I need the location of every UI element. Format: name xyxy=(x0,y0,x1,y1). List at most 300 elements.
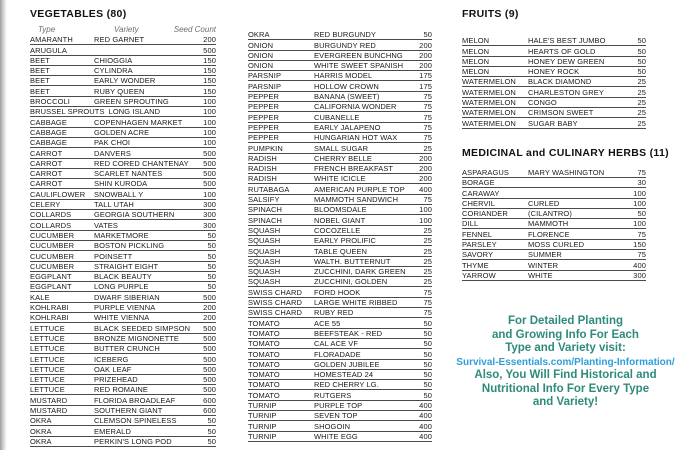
row-seed-count: 200 xyxy=(419,153,432,163)
promo-line: Nutritional Info For Every Type xyxy=(481,382,650,395)
row-type: TOMATO xyxy=(248,349,280,359)
row-seed-count: 400 xyxy=(633,260,646,270)
row-type: OKRA xyxy=(30,426,52,436)
row-variety: ZUCCHINI, GOLDEN xyxy=(314,277,388,287)
row-variety: SMALL SUGAR xyxy=(314,143,369,153)
row-type: SWISS CHARD xyxy=(248,298,303,308)
table-row xyxy=(248,154,432,164)
row-seed-count: 200 xyxy=(203,303,216,313)
row-type: SQUASH xyxy=(248,236,281,246)
row-variety: BEEFSTEAK - RED xyxy=(314,328,383,338)
row-type: SAVORY xyxy=(462,250,494,260)
table-row xyxy=(248,246,432,256)
row-type: ARUGULA xyxy=(30,45,67,55)
table-row xyxy=(248,318,432,328)
row-type: CELERY xyxy=(30,200,61,210)
row-variety: BURGUNDY RED xyxy=(314,40,376,50)
row-variety: RED ROMAINE xyxy=(94,385,149,395)
row-type: ONION xyxy=(248,50,274,60)
row-type: PEPPER xyxy=(248,133,280,143)
row-variety: RUBY RED xyxy=(314,308,354,318)
row-variety: SHIN KURODA xyxy=(94,179,148,189)
promo-note xyxy=(452,315,679,410)
row-seed-count: 500 xyxy=(203,375,216,385)
row-seed-count: 75 xyxy=(423,195,432,205)
row-variety: SUGAR BABY xyxy=(528,118,578,128)
table-row xyxy=(30,138,216,148)
row-type: LETTUCE xyxy=(30,344,65,354)
table-row xyxy=(462,108,646,118)
row-seed-count: 50 xyxy=(423,339,432,349)
header-type: Type xyxy=(38,25,56,34)
row-seed-count: 200 xyxy=(419,61,432,71)
table-row xyxy=(30,241,216,251)
row-type: TURNIP xyxy=(248,421,277,431)
promo-lines-top xyxy=(452,315,679,356)
table-row xyxy=(30,344,216,354)
row-variety: ACE 55 xyxy=(314,318,341,328)
row-variety: CURLED xyxy=(528,198,560,208)
row-type: MELON xyxy=(462,36,490,46)
table-row xyxy=(30,251,216,261)
table-row xyxy=(462,118,646,128)
row-seed-count: 150 xyxy=(203,55,216,65)
table-row xyxy=(462,46,646,56)
row-seed-count: 500 xyxy=(203,179,216,189)
row-type: CABBAGE xyxy=(30,117,67,127)
table-row xyxy=(30,365,216,375)
row-variety: TALL UTAH xyxy=(94,200,134,210)
row-seed-count: 100 xyxy=(203,189,216,199)
row-seed-count: 50 xyxy=(207,416,216,426)
table-row xyxy=(30,97,216,107)
row-type: CHERVIL xyxy=(462,198,496,208)
row-seed-count: 50 xyxy=(207,230,216,240)
table-row xyxy=(248,308,432,318)
row-seed-count: 500 xyxy=(203,292,216,302)
row-type: CAULIFLOWER xyxy=(30,189,86,199)
table-row xyxy=(30,272,216,282)
promo-line: Type and Variety visit: xyxy=(505,342,626,354)
row-seed-count: 25 xyxy=(637,108,646,118)
row-seed-count: 50 xyxy=(423,30,432,40)
row-type: EGGPLANT xyxy=(30,282,72,292)
table-row xyxy=(248,267,432,277)
row-seed-count: 300 xyxy=(633,270,646,280)
table-row xyxy=(30,45,216,55)
row-type: CUCUMBER xyxy=(30,230,75,240)
row-variety: HALE'S BEST JUMBO xyxy=(528,36,606,46)
row-variety: LARGE WHITE RIBBED xyxy=(314,298,398,308)
row-variety: COPENHAGEN MARKET xyxy=(94,117,183,127)
row-seed-count: 600 xyxy=(203,405,216,415)
row-variety: BOSTON PICKLING xyxy=(94,241,165,251)
row-type: PEPPER xyxy=(248,102,280,112)
row-seed-count: 300 xyxy=(203,200,216,210)
table-row xyxy=(248,370,432,380)
row-type: SPINACH xyxy=(248,215,283,225)
row-seed-count: 25 xyxy=(423,256,432,266)
table-column-headers xyxy=(30,25,216,35)
row-seed-count: 150 xyxy=(203,76,216,86)
row-seed-count: 100 xyxy=(203,127,216,137)
herbs-table xyxy=(462,168,646,281)
row-type: PEPPER xyxy=(248,122,280,132)
table-row xyxy=(30,107,216,117)
row-type: RADISH xyxy=(248,174,277,184)
row-type: YARROW xyxy=(462,270,496,280)
row-variety: MOSS CURLED xyxy=(528,240,585,250)
row-variety: FORD HOOK xyxy=(314,287,361,297)
row-variety: BLACK SEEDED SIMPSON xyxy=(94,323,191,333)
table-row xyxy=(30,210,216,220)
row-variety: CUBANELLE xyxy=(314,112,360,122)
row-seed-count: 75 xyxy=(423,112,432,122)
row-seed-count: 50 xyxy=(423,380,432,390)
row-type: MELON xyxy=(462,67,490,77)
row-type: TOMATO xyxy=(248,318,280,328)
row-variety: ZUCCHINI, DARK GREEN xyxy=(314,267,406,277)
row-seed-count: 25 xyxy=(423,236,432,246)
promo-line: For Detailed Planting xyxy=(507,315,623,327)
table-row xyxy=(462,250,646,260)
row-type: WATERMELON xyxy=(462,87,516,97)
row-variety: ICEBERG xyxy=(94,354,129,364)
table-row xyxy=(462,199,646,209)
row-type: TURNIP xyxy=(248,431,277,441)
table-row xyxy=(248,360,432,370)
row-type: CARAWAY xyxy=(462,188,500,198)
row-type: MUSTARD xyxy=(30,395,68,405)
row-variety: SUMMER xyxy=(528,250,562,260)
row-seed-count: 50 xyxy=(637,46,646,56)
table-row xyxy=(462,271,646,281)
row-variety: WHITE EGG xyxy=(314,431,358,441)
table-row xyxy=(248,380,432,390)
table-row xyxy=(30,159,216,169)
row-type: PARSNIP xyxy=(248,71,282,81)
row-variety: EMERALD xyxy=(94,426,131,436)
row-seed-count: 30 xyxy=(637,178,646,188)
row-seed-count: 25 xyxy=(423,267,432,277)
row-variety: VATES xyxy=(94,220,118,230)
row-seed-count: 50 xyxy=(423,349,432,359)
row-variety: FRENCH BREAKFAST xyxy=(314,164,394,174)
row-type: LETTUCE xyxy=(30,333,65,343)
row-variety: PRIZEHEAD xyxy=(94,375,138,385)
row-type: TURNIP xyxy=(248,400,277,410)
table-row xyxy=(248,390,432,400)
row-variety: WHITE SWEET SPANISH xyxy=(314,61,404,71)
row-seed-count: 25 xyxy=(423,246,432,256)
row-variety: RUBY QUEEN xyxy=(94,86,145,96)
row-seed-count: 500 xyxy=(203,158,216,168)
row-type: BROCCOLI xyxy=(30,97,70,107)
row-seed-count: 100 xyxy=(633,219,646,229)
row-seed-count: 200 xyxy=(419,174,432,184)
vegetables-column-2 xyxy=(248,30,432,442)
row-seed-count: 75 xyxy=(423,92,432,102)
row-variety: WHITE VIENNA xyxy=(94,313,150,323)
row-type: TOMATO xyxy=(248,339,280,349)
table-row xyxy=(248,339,432,349)
row-type: KOHLRABI xyxy=(30,313,69,323)
row-type: SQUASH xyxy=(248,256,281,266)
table-row xyxy=(462,260,646,270)
table-row xyxy=(30,189,216,199)
table-row xyxy=(462,77,646,87)
row-seed-count: 50 xyxy=(637,56,646,66)
row-variety: HONEY ROCK xyxy=(528,67,580,77)
table-row xyxy=(462,98,646,108)
row-variety: BANANA (SWEET) xyxy=(314,92,380,102)
row-type: CABBAGE xyxy=(30,138,67,148)
row-variety: NOBEL GIANT xyxy=(314,215,366,225)
row-variety: EARLY WONDER xyxy=(94,76,156,86)
page-edge-strip xyxy=(0,0,7,450)
table-row xyxy=(248,421,432,431)
row-variety: MAMMOTH SANDWICH xyxy=(314,195,399,205)
row-variety: OAK LEAF xyxy=(94,364,132,374)
row-variety: GOLDEN JUBILEE xyxy=(314,359,380,369)
table-row xyxy=(30,375,216,385)
row-seed-count: 75 xyxy=(637,167,646,177)
row-seed-count: 175 xyxy=(419,81,432,91)
table-row xyxy=(248,174,432,184)
table-row xyxy=(30,117,216,127)
row-type: SWISS CHARD xyxy=(248,308,303,318)
row-variety: RED BURGUNDY xyxy=(314,30,377,40)
row-seed-count: 200 xyxy=(419,164,432,174)
row-type: ONION xyxy=(248,40,274,50)
row-seed-count: 400 xyxy=(419,184,432,194)
row-type: AMARANTH xyxy=(30,35,73,45)
row-type: CUCUMBER xyxy=(30,251,75,261)
row-seed-count: 500 xyxy=(203,333,216,343)
table-row xyxy=(248,257,432,267)
row-seed-count: 175 xyxy=(419,71,432,81)
row-variety: RED GARNET xyxy=(94,35,145,45)
table-row xyxy=(30,292,216,302)
table-row xyxy=(30,385,216,395)
row-variety: WINTER xyxy=(528,260,559,270)
row-seed-count: 500 xyxy=(203,148,216,158)
table-row xyxy=(248,349,432,359)
table-row xyxy=(30,76,216,86)
row-seed-count: 400 xyxy=(419,400,432,410)
row-type: WATERMELON xyxy=(462,98,516,108)
row-seed-count: 100 xyxy=(633,188,646,198)
row-variety: FLORIDA BROADLEAF xyxy=(94,395,176,405)
table-row xyxy=(462,178,646,188)
vegetables-title: VEGETABLES (80) xyxy=(30,8,127,20)
row-type: LETTUCE xyxy=(30,364,65,374)
row-variety: CONGO xyxy=(528,98,557,108)
row-type: COLLARDS xyxy=(30,210,72,220)
row-type: SQUASH xyxy=(248,246,281,256)
row-variety: BUTTER CRUNCH xyxy=(94,344,160,354)
row-variety: DANVERS xyxy=(94,148,131,158)
table-row xyxy=(30,56,216,66)
promo-line: Also, You Will Find Historical and xyxy=(474,369,657,381)
row-type: PEPPER xyxy=(248,112,280,122)
row-seed-count: 75 xyxy=(637,250,646,260)
row-type: DILL xyxy=(462,219,479,229)
row-type: CARROT xyxy=(30,179,63,189)
row-variety: GREEN SPROUTING xyxy=(94,97,169,107)
promo-link[interactable]: Survival-Essentials.com/Planting-Information/ xyxy=(456,356,675,368)
row-seed-count: 500 xyxy=(203,169,216,179)
row-type: TURNIP xyxy=(248,411,277,421)
row-type: ONION xyxy=(248,61,274,71)
row-seed-count: 300 xyxy=(203,220,216,230)
row-seed-count: 150 xyxy=(203,86,216,96)
row-variety: EARLY JALAPENO xyxy=(314,122,381,132)
row-variety: TABLE QUEEN xyxy=(314,246,368,256)
row-seed-count: 50 xyxy=(207,251,216,261)
row-seed-count: 75 xyxy=(423,122,432,132)
row-variety: WHITE ICICLE xyxy=(314,174,366,184)
table-row xyxy=(30,354,216,364)
fruits-table xyxy=(462,36,646,129)
table-row xyxy=(248,71,432,81)
row-variety: STRAIGHT EIGHT xyxy=(94,261,159,271)
row-type: SQUASH xyxy=(248,267,281,277)
row-variety: GEORGIA SOUTHERN xyxy=(94,210,175,220)
row-variety: (CILANTRO) xyxy=(528,209,572,219)
row-seed-count: 50 xyxy=(207,272,216,282)
table-row xyxy=(30,426,216,436)
row-type: LETTUCE xyxy=(30,385,65,395)
fruits-herbs-column xyxy=(462,8,669,281)
row-seed-count: 100 xyxy=(203,107,216,117)
table-row xyxy=(30,303,216,313)
row-type: LETTUCE xyxy=(30,354,65,364)
row-seed-count: 75 xyxy=(423,287,432,297)
vegetables-column-1 xyxy=(30,8,216,447)
row-variety: HOLLOW CROWN xyxy=(314,81,379,91)
row-variety: FLORADADE xyxy=(314,349,361,359)
table-row xyxy=(248,30,432,40)
table-row xyxy=(248,411,432,421)
table-row xyxy=(248,205,432,215)
row-variety: EARLY PROLIFIC xyxy=(314,236,376,246)
row-type: CABBAGE xyxy=(30,127,67,137)
row-type: TOMATO xyxy=(248,359,280,369)
row-seed-count: 50 xyxy=(207,436,216,446)
table-row xyxy=(30,395,216,405)
row-seed-count: 100 xyxy=(203,138,216,148)
table-row xyxy=(248,123,432,133)
row-type: SPINACH xyxy=(248,205,283,215)
table-row xyxy=(248,40,432,50)
table-row xyxy=(248,287,432,297)
row-seed-count: 50 xyxy=(423,328,432,338)
row-type: OKRA xyxy=(248,30,270,40)
row-variety: SOUTHERN GIANT xyxy=(94,405,163,415)
row-seed-count: 25 xyxy=(423,225,432,235)
row-variety: HONEY DEW GREEN xyxy=(528,56,605,66)
row-seed-count: 200 xyxy=(419,50,432,60)
table-row xyxy=(248,61,432,71)
row-variety: RUTGERS xyxy=(314,390,352,400)
row-seed-count: 50 xyxy=(637,36,646,46)
row-type: TOMATO xyxy=(248,370,280,380)
row-variety: SCARLET NANTES xyxy=(94,169,163,179)
promo-line: and Variety! xyxy=(532,396,599,408)
row-type: CARROT xyxy=(30,158,63,168)
row-seed-count: 500 xyxy=(203,344,216,354)
row-variety: CAL ACE VF xyxy=(314,339,359,349)
row-type: RADISH xyxy=(248,153,277,163)
table-row xyxy=(30,262,216,272)
row-variety: PERKIN'S LONG POD xyxy=(94,436,172,446)
table-row xyxy=(248,112,432,122)
row-type: BEET xyxy=(30,55,50,65)
table-row xyxy=(30,128,216,138)
row-seed-count: 50 xyxy=(423,318,432,328)
table-row xyxy=(248,401,432,411)
row-type: CARROT xyxy=(30,148,63,158)
row-type: SALSIFY xyxy=(248,195,280,205)
row-seed-count: 500 xyxy=(203,364,216,374)
table-row xyxy=(462,219,646,229)
table-row xyxy=(248,432,432,442)
row-seed-count: 500 xyxy=(203,45,216,55)
table-row xyxy=(30,231,216,241)
table-row xyxy=(248,236,432,246)
row-seed-count: 200 xyxy=(419,40,432,50)
table-row xyxy=(248,92,432,102)
row-seed-count: 100 xyxy=(633,198,646,208)
vegetables-table-1 xyxy=(30,35,216,447)
row-seed-count: 75 xyxy=(423,102,432,112)
row-variety: CHERRY BELLE xyxy=(314,153,373,163)
table-row xyxy=(248,164,432,174)
row-seed-count: 100 xyxy=(203,97,216,107)
row-seed-count: 50 xyxy=(423,370,432,380)
row-type: TOMATO xyxy=(248,328,280,338)
row-variety: PAK CHOI xyxy=(94,138,131,148)
row-seed-count: 50 xyxy=(423,359,432,369)
row-seed-count: 50 xyxy=(637,209,646,219)
row-type: SQUASH xyxy=(248,277,281,287)
row-variety: SHOGOIN xyxy=(314,421,351,431)
row-type: WATERMELON xyxy=(462,108,516,118)
row-variety: LONG ISLAND xyxy=(108,107,161,117)
table-row xyxy=(30,148,216,158)
row-seed-count: 75 xyxy=(423,308,432,318)
row-variety: BLACK DIAMOND xyxy=(528,77,592,87)
row-type: CUCUMBER xyxy=(30,261,75,271)
table-row xyxy=(248,329,432,339)
row-seed-count: 300 xyxy=(203,210,216,220)
row-variety: MARKETMORE xyxy=(94,230,149,240)
row-variety: CRIMSON SWEET xyxy=(528,108,594,118)
row-variety: MAMMOTH xyxy=(528,219,569,229)
row-type: LETTUCE xyxy=(30,375,65,385)
table-row xyxy=(30,200,216,210)
table-row xyxy=(248,133,432,143)
row-type: CARROT xyxy=(30,169,63,179)
row-seed-count: 75 xyxy=(637,229,646,239)
table-row xyxy=(462,67,646,77)
table-row xyxy=(30,313,216,323)
table-row xyxy=(30,406,216,416)
row-variety: BLOOMSDALE xyxy=(314,205,367,215)
row-seed-count: 100 xyxy=(419,205,432,215)
row-seed-count: 50 xyxy=(207,261,216,271)
